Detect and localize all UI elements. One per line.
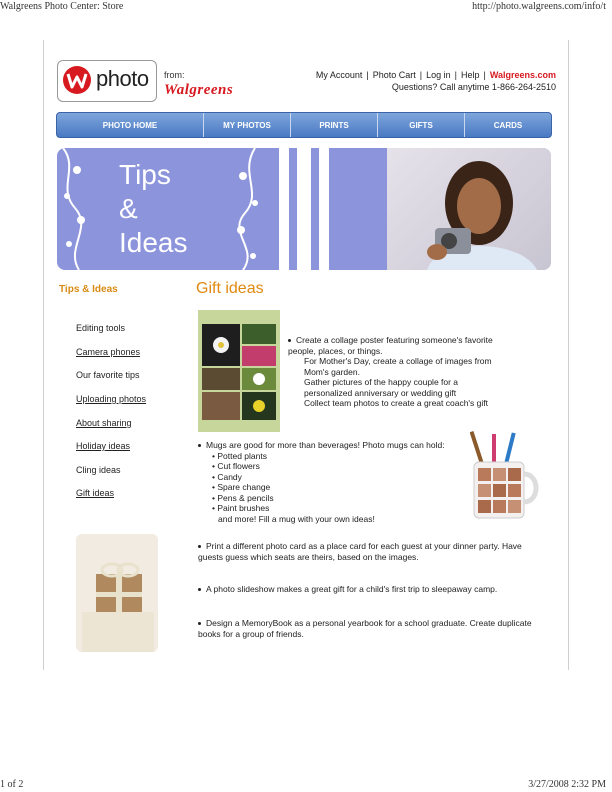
sidebar-item-gift-ideas[interactable]: Gift ideas	[76, 488, 115, 498]
woman-camera-illustration	[387, 148, 551, 270]
print-footer-page: 1 of 2	[0, 779, 24, 790]
nav-photo-home[interactable]: PHOTO HOME	[57, 113, 204, 137]
mug-item: • Pens & pencils	[212, 492, 274, 503]
from-label: from:	[164, 70, 185, 80]
mug-tip-main: Mugs are good for more than beverages! Photo mugs can hold:	[206, 440, 445, 450]
print-header-title: Walgreens Photo Center: Store	[0, 1, 124, 12]
bullet-dot	[198, 622, 201, 625]
mug-item: • Potted plants	[212, 450, 267, 461]
bullet-dot	[288, 339, 291, 342]
mug-item: • Cut flowers	[212, 461, 260, 471]
banner-stripe	[319, 148, 329, 270]
top-links	[316, 70, 556, 80]
photo-mug-image	[470, 430, 540, 522]
bullet-dot	[198, 444, 201, 447]
mug-item: • Paint brushes	[212, 503, 270, 513]
sidebar-title: Tips & Ideas	[59, 284, 118, 295]
banner-heading	[119, 158, 188, 260]
separator: |	[366, 70, 369, 80]
collage-tip-sub: Gather pictures of the happy couple for a personalized anniversary or wedding gift	[304, 377, 459, 398]
logo-photo-text: photo	[96, 66, 149, 91]
collage-photo	[202, 392, 240, 420]
support-phone-text: Questions? Call anytime 1-866-264-2510	[391, 82, 556, 92]
nav-prints[interactable]: PRINTS	[291, 113, 378, 137]
photo-cart-link[interactable]: Photo Cart	[372, 70, 416, 80]
collage-tip-main: Create a collage poster featuring someone's favorite people, places, or things.	[288, 335, 493, 356]
collage-photo	[202, 368, 240, 390]
mug-tip	[198, 440, 468, 524]
gift-box-illustration	[76, 534, 158, 652]
tips-ideas-banner	[57, 148, 551, 270]
walgreens-brand-logo: Walgreens	[164, 82, 234, 98]
nav-my-photos[interactable]: MY PHOTOS	[204, 113, 291, 137]
banner-line-amp: &	[119, 193, 138, 224]
separator: |	[454, 70, 457, 80]
my-account-link[interactable]: My Account	[315, 70, 363, 80]
slideshow-tip	[198, 584, 538, 595]
sidebar-item-editing-tools[interactable]: Editing tools	[76, 323, 126, 333]
banner-stripe	[297, 148, 311, 270]
bullet-dot	[198, 545, 201, 548]
walgreens-com-link[interactable]: Walgreens.com	[489, 70, 556, 80]
floral-vine-icon	[225, 148, 275, 270]
collage-photo	[242, 392, 276, 420]
banner-stripe	[279, 148, 289, 270]
collage-photo	[242, 368, 276, 390]
collage-tip-sub: For Mother's Day, create a collage of images from Mom's garden.	[304, 356, 492, 377]
walgreens-photo-logo[interactable]	[57, 60, 157, 102]
place-card-tip-text: Print a different photo card as a place card for each guest at your dinner party. Have guests guess which seats are theirs, based on the images.	[198, 541, 522, 562]
mug-item: • Candy	[212, 471, 242, 482]
separator: |	[419, 70, 423, 80]
collage-photo	[242, 346, 276, 366]
print-header-url: http://photo.walgreens.com/info/t	[472, 1, 606, 12]
sidebar-item-camera-phones[interactable]: Camera phones	[76, 347, 141, 357]
woman-with-camera-photo	[387, 148, 551, 270]
slideshow-tip-text: A photo slideshow makes a great gift for a child's first trip to sleepaway camp.	[206, 584, 498, 594]
collage-tip-sub: Collect team photos to create a great coach's gift	[304, 398, 488, 408]
memorybook-tip	[198, 618, 538, 639]
sidebar-item-favorite-tips[interactable]: Our favorite tips	[76, 370, 140, 380]
collage-photo	[202, 324, 240, 366]
memorybook-tip-text: Design a MemoryBook as a personal yearbook for a school graduate. Create duplicate books for a group of friends.	[198, 618, 532, 639]
log-in-link[interactable]: Log in	[426, 70, 451, 80]
sidebar-item-about-sharing[interactable]: About sharing	[76, 418, 132, 428]
wrapped-gift-photo	[76, 534, 158, 652]
help-link[interactable]: Help	[460, 70, 480, 80]
mug-item: • Spare change	[212, 482, 271, 492]
collage-photo	[242, 324, 276, 344]
collage-poster-image	[198, 310, 280, 432]
sidebar-item-holiday-ideas[interactable]: Holiday ideas	[76, 441, 131, 451]
mug-tip-closing: and more! Fill a mug with your own ideas!	[218, 513, 375, 524]
banner-line-tips: Tips	[119, 159, 171, 190]
nav-cards[interactable]: CARDS	[493, 120, 523, 130]
sidebar-item-uploading-photos[interactable]: Uploading photos	[76, 394, 147, 404]
walgreens-w-icon	[62, 65, 92, 95]
separator: |	[483, 70, 486, 80]
floral-vine-icon	[57, 148, 117, 270]
banner-line-ideas: Ideas	[119, 227, 188, 258]
collage-tip	[288, 335, 496, 409]
page-title: Gift ideas	[196, 280, 264, 297]
print-footer-date: 3/27/2008 2:32 PM	[528, 779, 606, 790]
place-card-tip	[198, 541, 538, 562]
nav-gifts[interactable]: GIFTS	[378, 113, 465, 137]
sidebar-item-cling-ideas[interactable]: Cling ideas	[76, 465, 121, 475]
bullet-dot	[198, 588, 201, 591]
main-nav	[56, 112, 552, 138]
